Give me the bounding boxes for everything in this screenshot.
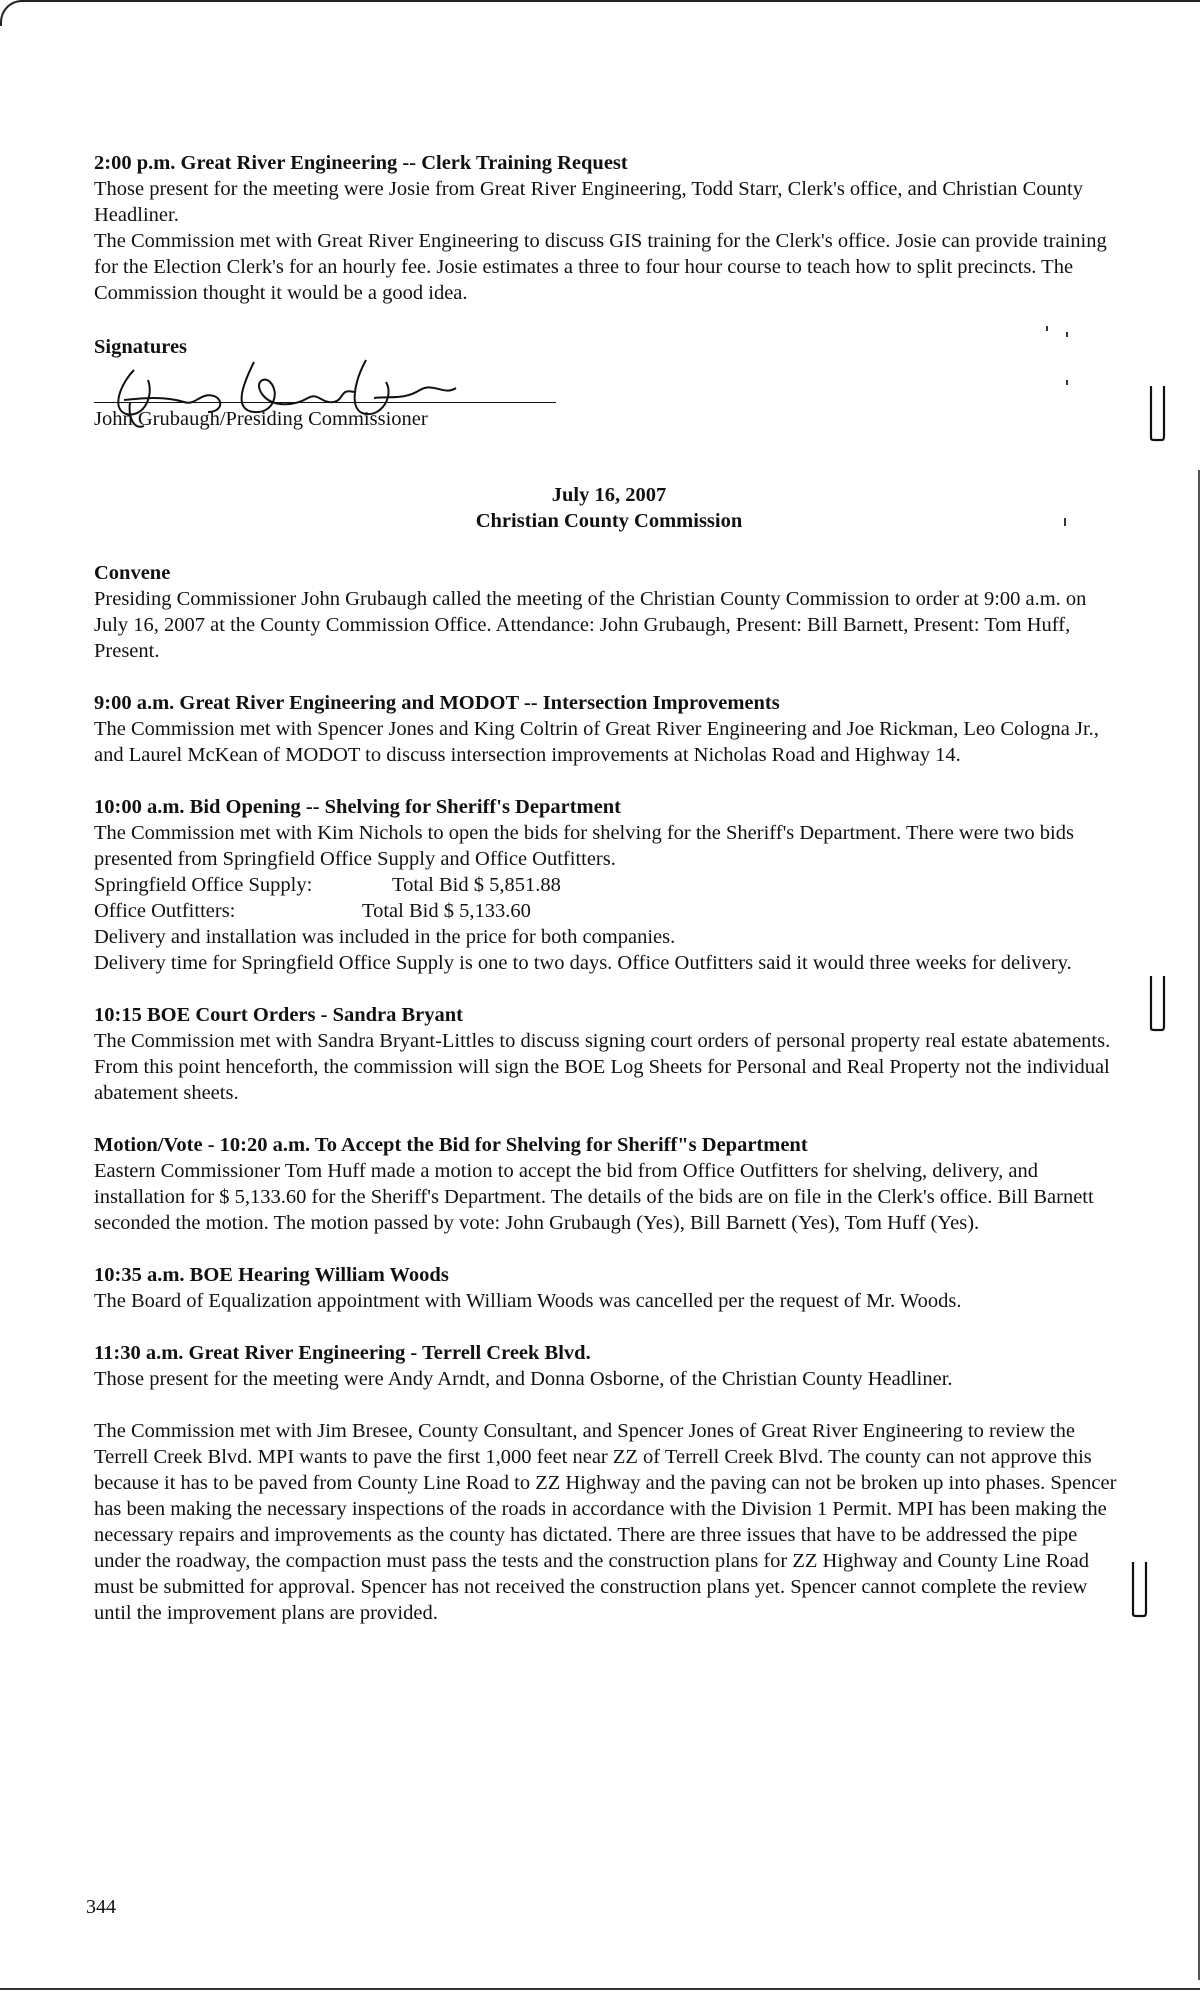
signer-name-title: John Grubaugh/Presiding Commissioner [94, 408, 428, 430]
meeting-date: July 16, 2007 [551, 484, 667, 506]
section-paragraph: Those present for the meeting were Josie from Great River Engineering, Todd Starr, Clerk's office, and Christian County Headliner. [94, 178, 1083, 226]
binder-clip-icon [1148, 384, 1166, 442]
page-number: 344 [86, 1896, 116, 1918]
bid-row [94, 898, 1124, 924]
section-boe-hearing [94, 1262, 1124, 1314]
page-frame-corner [0, 0, 24, 26]
section-paragraph: Delivery and installation was included in the price for both companies. [94, 926, 676, 948]
section-paragraph: The Commission met with Spencer Jones and King Coltrin of Great River Engineering and Joe Rickman, Leo Cologna Jr., and Laurel McKean of MODOT to discuss intersection improvements at Nicholas Road and Highway 14. [94, 718, 1099, 766]
section-heading: 11:30 a.m. Great River Engineering - Terrell Creek Blvd. [94, 1342, 591, 1364]
section-paragraph: The Commission met with Kim Nichols to open the bids for shelving for the Sheriff's Department. There were two bids presented from Springfield Office Supply and Office Outfitters. [94, 822, 1074, 870]
section-heading: 10:00 a.m. Bid Opening -- Shelving for Sheriff's Department [94, 796, 621, 818]
section-clerk-training [94, 150, 1124, 306]
bid-row [94, 872, 1124, 898]
document-body [94, 150, 1124, 1626]
section-paragraph: Those present for the meeting were Andy Arndt, and Donna Osborne, of the Christian County Headliner. [94, 1368, 953, 1390]
signature-line [94, 402, 556, 403]
section-heading: 2:00 p.m. Great River Engineering -- Clerk Training Request [94, 152, 628, 174]
section-paragraph: Delivery time for Springfield Office Supply is one to two days. Office Outfitters said it would three weeks for delivery. [94, 952, 1072, 974]
bid-vendor: Office Outfitters: [94, 900, 236, 922]
binder-clip-icon [1148, 974, 1166, 1032]
section-paragraph: The Commission met with Sandra Bryant-Littles to discuss signing court orders of personal property real estate abatements. From this point henceforth, the commission will sign the BOE Log Sheets for Personal and Real Property not the individual abatement sheets. [94, 1030, 1111, 1104]
page-frame-top [20, 0, 1200, 2]
section-paragraph: Presiding Commissioner John Grubaugh called the meeting of the Christian County Commission to order at 9:00 a.m. on July 16, 2007 at the County Commission Office. Attendance: John Grubaugh, Present: Bill Barnett, Present: Tom Huff, Present. [94, 588, 1087, 662]
section-heading: Convene [94, 562, 171, 584]
section-heading: Motion/Vote - 10:20 a.m. To Accept the Bid for Shelving for Sheriff"s Department [94, 1134, 808, 1156]
section-terrell-creek [94, 1340, 1124, 1626]
binder-clip-icon [1130, 1560, 1148, 1618]
section-convene [94, 560, 1124, 664]
section-paragraph: The Commission met with Jim Bresee, County Consultant, and Spencer Jones of Great River Engineering to review the Terrell Creek Blvd. MPI wants to pave the first 1,000 feet near ZZ of Terrell Creek Blvd. The county can not approve this because it has to be paved from County Line Road to ZZ Highway and the paving can not be broken up into phases. Spencer has been making the necessary inspections of the roads in accordance with the Division 1 Permit. MPI has been making the necessary repairs and improvements as the county has dictated. There are three issues that have to be addressed the pipe under the roadway, the compaction must pass the tests and the construction plans for ZZ Highway and County Line Road must be submitted for approval. Spencer has not received the construction plans yet. Spencer cannot complete the review until the improvement plans are provided. [94, 1420, 1117, 1624]
section-motion-vote [94, 1132, 1124, 1236]
meeting-body: Christian County Commission [475, 510, 743, 532]
section-paragraph: Eastern Commissioner Tom Huff made a motion to accept the bid from Office Outfitters for shelving, delivery, and installation for $ 5,133.60 for the Sheriff's Department. The details of the bids are on file in the Clerk's office. Bill Barnett seconded the motion. The motion passed by vote: John Grubaugh (Yes), Bill Barnett (Yes), Tom Huff (Yes). [94, 1160, 1094, 1234]
signatures-label: Signatures [94, 336, 188, 358]
section-paragraph: The Board of Equalization appointment with William Woods was cancelled per the request of Mr. Woods. [94, 1290, 962, 1312]
section-heading: 10:15 BOE Court Orders - Sandra Bryant [94, 1004, 463, 1026]
bid-vendor: Springfield Office Supply: [94, 874, 313, 896]
section-intersection-improvements [94, 690, 1124, 768]
section-paragraph: The Commission met with Great River Engineering to discuss GIS training for the Clerk's office. Josie can provide training for the Election Clerk's for an hourly fee. Josie estimates a three to four hour course to teach how to split precincts. The Commission thought it would be a good idea. [94, 230, 1107, 304]
meeting-header [94, 482, 1124, 534]
section-heading: 10:35 a.m. BOE Hearing William Woods [94, 1264, 449, 1286]
section-heading: 9:00 a.m. Great River Engineering and MODOT -- Intersection Improvements [94, 692, 780, 714]
bid-amount: Total Bid $ 5,851.88 [392, 874, 561, 896]
page-frame-bottom [0, 1988, 1200, 1990]
bid-amount: Total Bid $ 5,133.60 [362, 900, 531, 922]
section-boe-court-orders [94, 1002, 1124, 1106]
section-bid-opening [94, 794, 1124, 976]
signature-block [94, 334, 1124, 454]
